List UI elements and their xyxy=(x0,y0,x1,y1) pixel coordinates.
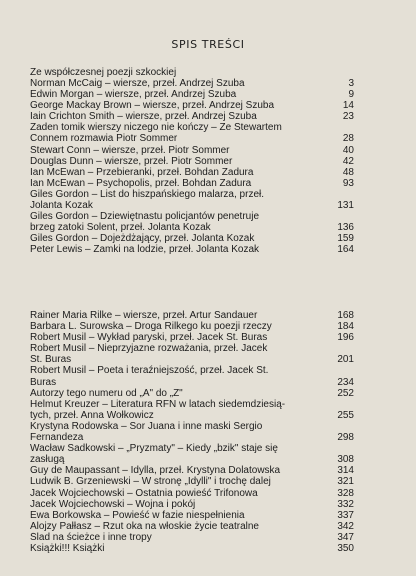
toc-entry-text: Giles Gordon – Dziewiętnastu policjantów penetruje xyxy=(30,211,260,223)
toc-page-number: 136 xyxy=(337,222,354,234)
toc-entry-text: Douglas Dunn – wiersze, przeł. Piotr Sommer xyxy=(30,155,233,167)
toc-entry xyxy=(30,532,354,543)
toc-entry-text: George Mackay Brown – wiersze, przeł. Andrzej Szuba xyxy=(30,100,274,112)
toc-entry xyxy=(30,167,354,178)
toc-entry xyxy=(30,476,354,487)
toc-entry-text: Giles Gordon – Dojeżdżający, przeł. Jolanta Kozak xyxy=(30,233,255,245)
toc-page-number: 328 xyxy=(337,487,354,499)
toc-entry-text: Robert Musil – Nieprzyjazne rozważania, przeł. Jacek xyxy=(30,343,268,355)
toc-entry xyxy=(30,156,354,167)
section-heading: Ze współczesnej poezji szkockiej xyxy=(30,67,177,78)
toc-entry xyxy=(30,421,354,443)
toc-entry xyxy=(30,465,354,476)
toc-entry xyxy=(30,178,354,189)
toc-entry xyxy=(30,321,354,332)
toc-entry-text: Buras xyxy=(30,376,57,388)
toc-entry xyxy=(30,244,354,255)
toc-entry xyxy=(30,365,354,387)
toc-entry xyxy=(30,145,354,156)
toc-section-1 xyxy=(30,78,354,256)
toc-entry xyxy=(30,499,354,510)
toc-entry-text: Ślad na ścieżce i inne tropy xyxy=(30,531,152,543)
toc-entry-text: Peter Lewis – Zamki na lodzie, przeł. Jolanta Kozak xyxy=(30,244,259,256)
toc-entry-text: Giles Gordon – List do hiszpańskiego malarza, przeł. xyxy=(30,188,265,200)
toc-page-number: 14 xyxy=(342,100,354,112)
toc-page-number: 93 xyxy=(342,177,354,189)
toc-entry xyxy=(30,510,354,521)
toc-page-number: 255 xyxy=(337,409,354,421)
toc-entry-text: Rainer Maria Rilke – wiersze, przeł. Artur Sandauer xyxy=(30,310,258,321)
toc-entry-text: Barbara L. Surowska – Droga Rilkego ku poezji rzeczy xyxy=(30,321,272,333)
toc-page-number: 159 xyxy=(337,233,354,245)
toc-entry-text: tych, przeł. Anna Wołkowicz xyxy=(30,409,154,421)
toc-page-number: 164 xyxy=(337,244,354,256)
toc-entry-text: Stewart Conn – wiersze, przeł. Piotr Sommer xyxy=(30,144,230,156)
toc-entry xyxy=(30,233,354,244)
toc-entry xyxy=(30,399,354,421)
toc-entry xyxy=(30,521,354,532)
toc-page-number: 337 xyxy=(337,509,354,521)
toc-entry-text: Iain Crichton Smith – wiersze, przeł. Andrzej Szuba xyxy=(30,111,257,123)
toc-entry-text: Connem rozmawia Piotr Sommer xyxy=(30,133,178,145)
toc-entry-text: Ewa Borkowska – Powieść w fazie niespełnienia xyxy=(30,509,245,521)
toc-page-number: 350 xyxy=(337,542,354,554)
toc-entry xyxy=(30,332,354,343)
toc-page-number: 28 xyxy=(342,133,354,145)
toc-entry-text: brzeg zatoki Solent, przeł. Jolanta Kozak xyxy=(30,222,211,234)
toc-entry xyxy=(30,100,354,111)
toc-entry-text: Robert Musil – Wykład paryski, przeł. Jacek St. Buras xyxy=(30,332,268,344)
toc-entry xyxy=(30,111,354,122)
toc-entry-text: Autorzy tego numeru od „A" do „Z" xyxy=(30,387,183,399)
toc-entry-text: Jacek Wojciechowski – Wojna i pokój xyxy=(30,498,196,510)
toc-page-number: 332 xyxy=(337,498,354,510)
toc-page-number: 308 xyxy=(337,454,354,466)
toc-page-number: 342 xyxy=(337,520,354,532)
toc-entry xyxy=(30,211,354,233)
toc-entry-text: Żaden tomik wierszy niczego nie kończy – Ze Stewartem xyxy=(30,122,282,134)
toc-page-number: 314 xyxy=(337,465,354,477)
toc-entry-text: Ian McEwan – Psychopolis, przeł. Bohdan Zadura xyxy=(30,177,252,189)
toc-entry-text: Książki!!! Książki xyxy=(30,542,105,554)
toc-page-number: 131 xyxy=(337,200,354,212)
toc-entry xyxy=(30,443,354,465)
toc-entry-text: Ludwik B. Grzeniewski – W stronę „Idylli" i trochę dalej xyxy=(30,476,271,488)
toc-page-number: 321 xyxy=(337,476,354,488)
toc-page-number: 168 xyxy=(337,310,354,321)
toc-entry xyxy=(30,122,354,144)
toc-page-number: 40 xyxy=(342,144,354,156)
toc-page-number: 184 xyxy=(337,321,354,333)
toc-section-2 xyxy=(30,310,354,554)
toc-entry-text: zasługą xyxy=(30,454,65,466)
toc-page-number: 298 xyxy=(337,432,354,444)
toc-entry xyxy=(30,543,354,554)
toc-page-number: 23 xyxy=(342,111,354,123)
toc-entry-text: Wacław Sadkowski – „Pryzmaty" – Kiedy „bzik" staje się xyxy=(30,443,278,455)
toc-entry xyxy=(30,488,354,499)
toc-entry-text: Alojzy Pałłasz – Rzut oka na włoskie życie teatralne xyxy=(30,520,259,532)
toc-entry-text: Jolanta Kozak xyxy=(30,200,93,212)
toc-page-number: 201 xyxy=(337,354,354,366)
toc-entry xyxy=(30,189,354,211)
toc-entry-text: Jacek Wojciechowski – Ostatnia powieść Trifonowa xyxy=(30,487,258,499)
toc-entry-text: Edwin Morgan – wiersze, przeł. Andrzej Szuba xyxy=(30,89,237,101)
toc-page-number: 3 xyxy=(348,78,354,89)
toc-entry xyxy=(30,89,354,100)
toc-entry-text: St. Buras xyxy=(30,354,72,366)
toc-entry-text: Norman McCaig – wiersze, przeł. Andrzej Szuba xyxy=(30,78,245,89)
toc-page-number: 9 xyxy=(348,89,354,101)
toc-page-number: 196 xyxy=(337,332,354,344)
toc-entry xyxy=(30,343,354,365)
toc-entry xyxy=(30,78,354,89)
toc-entry-text: Helmut Kreuzer – Literatura RFN w latach siedemdziesią- xyxy=(30,398,286,410)
toc-entry-text: Ian McEwan – Przebieranki, przeł. Bohdan Zadura xyxy=(30,166,254,178)
toc-page-number: 42 xyxy=(342,155,354,167)
toc-page-number: 252 xyxy=(337,387,354,399)
toc-entry-text: Robert Musil – Poeta i teraźniejszość, przeł. Jacek St. xyxy=(30,365,269,377)
toc-page-number: 347 xyxy=(337,531,354,543)
toc-page-number: 234 xyxy=(337,376,354,388)
toc-entry-text: Krystyna Rodowska – Sor Juana i inne maski Sergio xyxy=(30,420,263,432)
toc-entry-text: Fernandeza xyxy=(30,432,84,444)
toc-page-number: 48 xyxy=(342,166,354,178)
toc-entry-text: Guy de Maupassant – Idylla, przeł. Krystyna Dolatowska xyxy=(30,465,281,477)
page-title: SPIS TREŚCI xyxy=(171,38,245,51)
toc-entry xyxy=(30,310,354,321)
toc-entry xyxy=(30,388,354,399)
